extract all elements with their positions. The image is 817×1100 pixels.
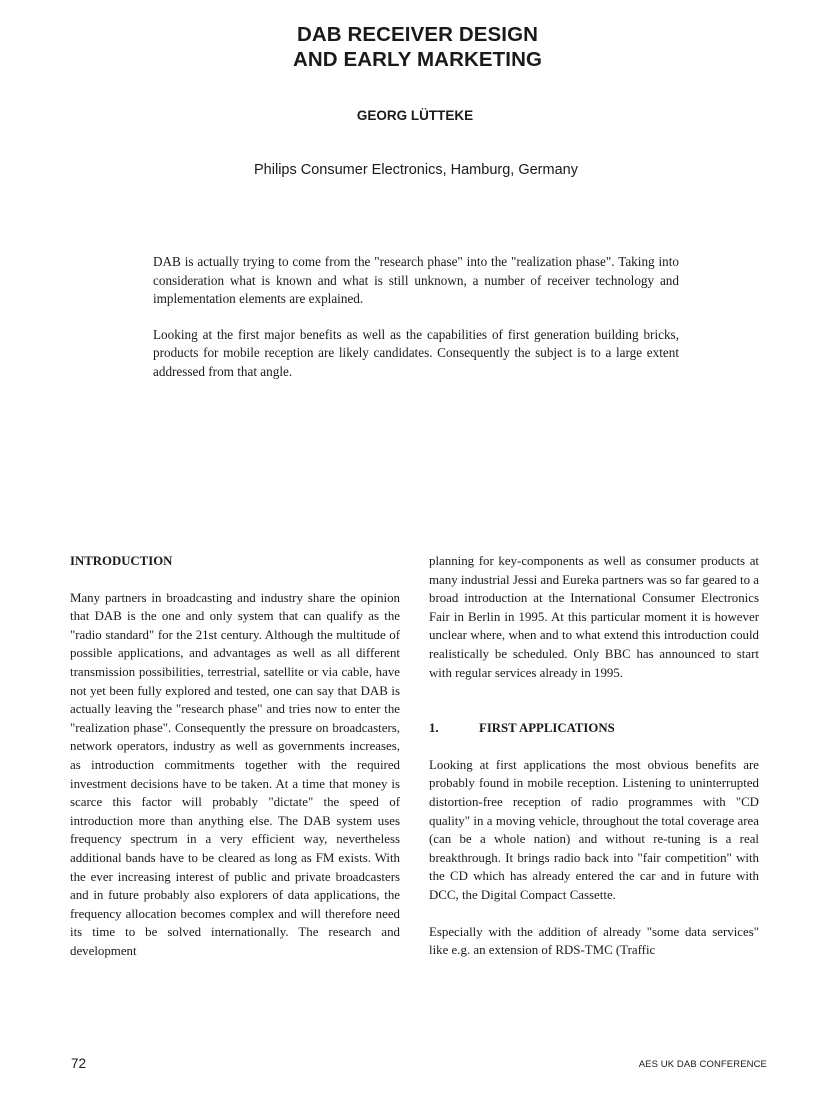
right-column: [429, 552, 759, 960]
author-name: GEORG LÜTTEKE: [356, 108, 474, 123]
section1-paragraph-1: Looking at first applications the most obvious benefits are probably found in mobile reception. Listening to uninterrupted distortion-free reception of radio programmes with "CD quality" in a moving vehicle, throughout the total coverage area (can be a whole nation) and without re-tuning is a real breakthrough. It brings radio back into "fair competition" with the CD which has already entered the car and in future with DCC, the Digital Compact Cassette.: [429, 757, 759, 902]
title-line-1: DAB RECEIVER DESIGN: [296, 23, 539, 46]
continuation-paragraph: planning for key-components as well as consumer products at many industrial Jessi and Eureka partners was so far geared to a broad introduction at the International Consumer Electronics Fair in Berlin in 1995. At this particular moment it is however unclear where, when and to what extend this introduction could realistically be scheduled. Only BBC has announced to start with regular services already in 1995.: [429, 554, 759, 680]
abstract: [153, 253, 679, 398]
author-affiliation: Philips Consumer Electronics, Hamburg, Germany: [254, 162, 578, 178]
paper-title: [0, 22, 817, 72]
abstract-paragraph-1: DAB is actually trying to come from the "research phase" into the "realization phase". Taking into consideration what is known and what is still unknown, a number of receiver technology and implementation elements are explained.: [153, 254, 679, 306]
left-column: [70, 552, 400, 960]
section-number: 1.: [429, 721, 439, 736]
running-footer: AES UK DAB CONFERENCE: [638, 1059, 767, 1070]
title-line-2: AND EARLY MARKETING: [292, 48, 543, 71]
section1-paragraph-2: Especially with the addition of already "some data services" like e.g. an extension of RDS-TMC (Traffic: [429, 924, 759, 958]
section-heading-first-applications: [429, 719, 759, 738]
abstract-paragraph-2: Looking at the first major benefits as well as the capabilities of first generation building bricks, products for mobile reception are likely candidates. Consequently the subject is to a large extent addressed from that angle.: [153, 326, 679, 379]
section-heading-introduction: INTRODUCTION: [70, 554, 173, 568]
introduction-paragraph: Many partners in broadcasting and industry share the opinion that DAB is the one and only system that can qualify as the "radio standard" for the 21st century. Although the multitude of possible applications, and advantages as well as all different transmission possibilities, terrestrial, satellite or via cable, have not yet been fully explored and tested, one can say that DAB is actually leaving the "research phase" and tries now to enter the "realization phase". Consequently the pressure on broadcasters, network operators, industry as well as governments increases, as introduction commitments together with the required investment decisions have to be taken. At a time that money is scarce this factor will probably "dictate" the speed of introduction more than anything else. The DAB system uses frequency spectrum in a very efficient way, nevertheless additional bands have to be cleared as long as FM exists. With the ever increasing interest of public and private broadcasters and in future probably also explorers of data applications, the frequency allocation becomes complex and will therefore need its time to be solved internationally. The research and development: [70, 590, 400, 958]
section-title: FIRST APPLICATIONS: [479, 721, 615, 736]
page-number: 72: [71, 1056, 87, 1071]
